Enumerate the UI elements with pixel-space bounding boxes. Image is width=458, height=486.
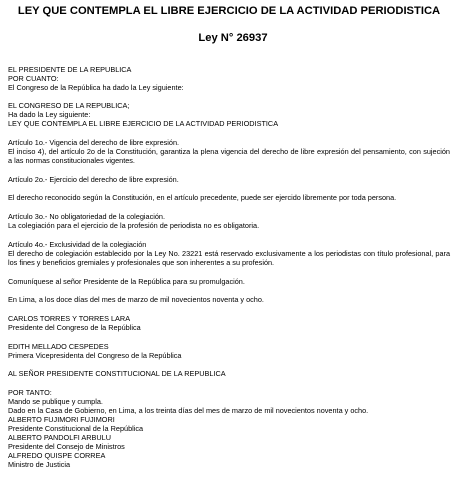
article-4-heading: Artículo 4o.- Exclusividad de la colegiación xyxy=(8,240,147,249)
document-title: LEY QUE CONTEMPLA EL LIBRE EJERCICIO DE LA ACTIVIDAD PERIODISTICA xyxy=(17,5,441,17)
por-tanto: POR TANTO: xyxy=(8,388,52,397)
article-1-body: El inciso 4), del artículo 2o de la Constitución, garantiza la plena vigencia del derecho de libre expresión del pensamiento, con sujeción a las normas constitucionales vigentes. xyxy=(8,147,450,166)
article-3-body: La colegiación para el ejercicio de la profesión de periodista no es obligatoria. xyxy=(8,221,260,230)
signatory-3-name: ALBERTO FUJIMORI FUJIMORI xyxy=(8,415,115,424)
article-3-heading: Artículo 3o.- No obligatoriedad de la colegiación. xyxy=(8,212,165,221)
header-president: EL PRESIDENTE DE LA REPUBLICA xyxy=(8,65,132,74)
signatory-4-role: Presidente del Consejo de Ministros xyxy=(8,442,125,451)
signatory-5-role: Ministro de Justicia xyxy=(8,460,71,469)
header-por-cuanto: POR CUANTO: xyxy=(8,74,59,83)
signatory-1-role: Presidente del Congreso de la República xyxy=(8,323,141,332)
congress-subheading: Ha dado la Ley siguiente: xyxy=(8,110,91,119)
addressee-line: AL SEÑOR PRESIDENTE CONSTITUCIONAL DE LA REPUBLICA xyxy=(8,369,226,378)
congress-heading: EL CONGRESO DE LA REPUBLICA; xyxy=(8,101,130,110)
law-title-repeat: LEY QUE CONTEMPLA EL LIBRE EJERCICIO DE LA ACTIVIDAD PERIODISTICA xyxy=(8,119,279,128)
article-2-body: El derecho reconocido según la Constitución, en el artículo precedente, puede ser ejercido libremente por toda persona. xyxy=(8,193,397,202)
article-4-body: El derecho de colegiación establecido por la Ley No. 23221 está reservado exclusivamente a los periodistas con título profesional, para los fines y beneficios gremiales y profesionales que son inherentes a su profesión. xyxy=(8,249,450,268)
signatory-2-role: Primera Vicepresidenta del Congreso de la República xyxy=(8,351,182,360)
signatory-4-name: ALBERTO PANDOLFI ARBULU xyxy=(8,433,112,442)
article-2-heading: Artículo 2o.- Ejercicio del derecho de libre expresión. xyxy=(8,175,179,184)
signatory-3-role: Presidente Constitucional de la República xyxy=(8,424,144,433)
signatory-5-name: ALFREDO QUISPE CORREA xyxy=(8,451,106,460)
article-1-heading: Artículo 1o.- Vigencia del derecho de libre expresión. xyxy=(8,138,180,147)
signatory-1-name: CARLOS TORRES Y TORRES LARA xyxy=(8,314,131,323)
law-number: Ley N° 26937 xyxy=(198,32,268,44)
date-line: En Lima, a los doce días del mes de marzo de mil novecientos noventa y ocho. xyxy=(8,295,264,304)
communication-line: Comuníquese al señor Presidente de la República para su promulgación. xyxy=(8,277,245,286)
header-congress-line: El Congreso de la República ha dado la Ley siguiente: xyxy=(8,83,184,92)
mando-line: Mando se publique y cumpla. xyxy=(8,397,103,406)
signatory-2-name: EDITH MELLADO CESPEDES xyxy=(8,342,109,351)
dado-line: Dado en la Casa de Gobierno, en Lima, a los treinta días del mes de marzo de mil novecientos noventa y ocho. xyxy=(8,406,369,415)
